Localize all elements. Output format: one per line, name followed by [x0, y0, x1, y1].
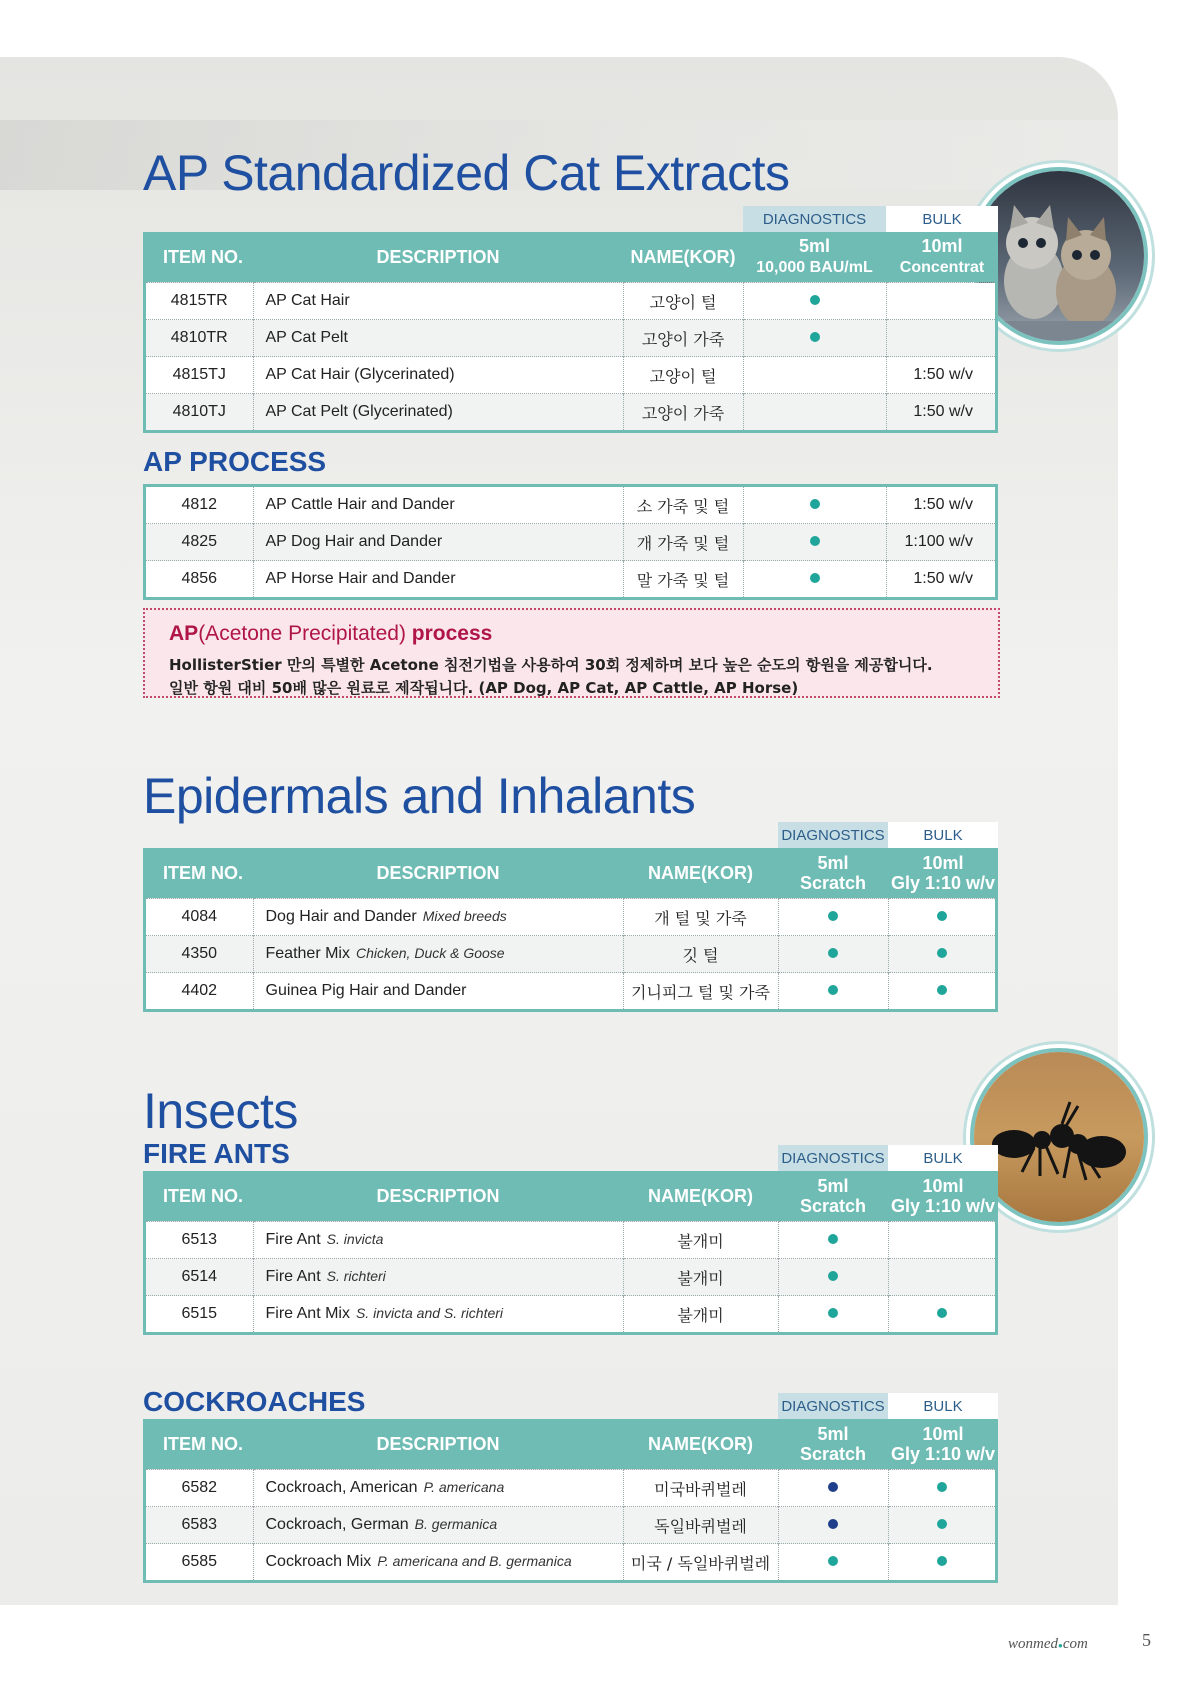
item-no: 4825	[146, 524, 253, 561]
available-dot	[810, 573, 820, 583]
item-no: 4812	[146, 487, 253, 524]
name-kor: 소 가죽 및 털	[623, 487, 743, 524]
info-line-2: 일반 항원 대비 50배 많은 원료로 제작됩니다. (AP Dog, AP Cat, AP Cattle, AP Horse)	[169, 679, 799, 697]
description: AP Horse Hair and Dander	[253, 561, 623, 598]
description: Dog Hair and Dander Mixed breeds	[253, 899, 623, 936]
bulk-cell: 1:100 w/v	[886, 524, 995, 561]
bulk-cell	[888, 936, 995, 973]
epidermals-table	[143, 822, 998, 1012]
ap-process-table	[143, 484, 998, 600]
bulk-cell	[888, 899, 995, 936]
available-dot	[937, 911, 947, 921]
bulk-label: BULK	[888, 1145, 998, 1171]
available-dot	[937, 985, 947, 995]
table-row	[146, 487, 995, 524]
name-kor: 깃 털	[623, 936, 778, 973]
bulk-cell	[888, 1470, 995, 1507]
item-no: 6585	[146, 1544, 253, 1581]
table-row	[146, 524, 995, 561]
col-bulk: 10ml Gly 1:10 w/v	[888, 1419, 998, 1469]
name-kor: 개 털 및 가죽	[623, 899, 778, 936]
available-dot	[828, 948, 838, 958]
page-number: 5	[1142, 1630, 1151, 1650]
description: AP Cat Hair (Glycerinated)	[253, 357, 623, 394]
bulk-cell	[888, 1259, 995, 1296]
name-kor: 불개미	[623, 1259, 778, 1296]
kittens-image	[974, 171, 1144, 341]
diagnostics-cell	[743, 320, 886, 357]
available-dot	[828, 1234, 838, 1244]
bulk-cell	[886, 283, 995, 320]
item-no: 4350	[146, 936, 253, 973]
col-item-no: ITEM NO.	[143, 1419, 253, 1469]
cat-section-title: AP Standardized Cat Extracts	[143, 145, 790, 201]
diagnostics-label: DIAGNOSTICS	[778, 1393, 888, 1419]
col-bulk: 10ml Gly 1:10 w/v	[888, 1171, 998, 1221]
item-no: 4402	[146, 973, 253, 1010]
available-dot	[828, 1482, 838, 1492]
ants-image	[974, 1052, 1144, 1222]
ap-process-title: AP PROCESS	[143, 446, 327, 477]
cockroaches-title: COCKROACHES	[143, 1386, 366, 1417]
name-kor: 고양이 가죽	[623, 320, 743, 357]
description: AP Cat Hair	[253, 283, 623, 320]
description: Fire Ant Mix S. invicta and S. richteri	[253, 1296, 623, 1333]
diagnostics-label: DIAGNOSTICS	[778, 1145, 888, 1171]
bulk-label: BULK	[888, 822, 998, 848]
col-name-kor: NAME(KOR)	[623, 232, 743, 282]
table-row	[146, 357, 995, 394]
bulk-cell	[888, 1296, 995, 1333]
name-kor: 불개미	[623, 1296, 778, 1333]
item-no: 4084	[146, 899, 253, 936]
diagnostics-cell	[743, 394, 886, 431]
diagnostics-cell	[778, 1544, 888, 1581]
table-row	[146, 394, 995, 431]
table-row	[146, 899, 995, 936]
col-bulk: 10ml Gly 1:10 w/v	[888, 848, 998, 898]
diagnostics-cell	[743, 524, 886, 561]
bulk-cell: 1:50 w/v	[886, 487, 995, 524]
diagnostics-cell	[743, 357, 886, 394]
available-dot	[937, 948, 947, 958]
fire-ants-table	[143, 1145, 998, 1335]
diagnostics-cell	[778, 1507, 888, 1544]
bulk-cell	[888, 1544, 995, 1581]
item-no: 4810TR	[146, 320, 253, 357]
bulk-cell	[888, 973, 995, 1010]
col-item-no: ITEM NO.	[143, 232, 253, 282]
col-description: DESCRIPTION	[253, 1171, 623, 1221]
cat-extracts-table	[143, 206, 998, 433]
name-kor: 독일바퀴벌레	[623, 1507, 778, 1544]
table-row	[146, 283, 995, 320]
name-kor: 말 가죽 및 털	[623, 561, 743, 598]
col-name-kor: NAME(KOR)	[623, 1171, 778, 1221]
table-row	[146, 1296, 995, 1333]
ap-process-info-box	[143, 608, 1000, 698]
name-kor: 고양이 털	[623, 357, 743, 394]
description: Feather Mix Chicken, Duck & Goose	[253, 936, 623, 973]
col-item-no: ITEM NO.	[143, 1171, 253, 1221]
info-line-1: HollisterStier 만의 특별한 Acetone 침전기법을 사용하여 30회 정제하며 보다 높은 순도의 항원을 제공합니다.	[169, 656, 933, 674]
description: AP Dog Hair and Dander	[253, 524, 623, 561]
table-row	[146, 936, 995, 973]
diagnostics-label: DIAGNOSTICS	[743, 206, 886, 232]
item-no: 6515	[146, 1296, 253, 1333]
available-dot	[810, 536, 820, 546]
table-row	[146, 1544, 995, 1581]
diagnostics-cell	[743, 283, 886, 320]
name-kor: 고양이 가죽	[623, 394, 743, 431]
available-dot	[828, 1271, 838, 1281]
item-no: 4856	[146, 561, 253, 598]
available-dot	[937, 1482, 947, 1492]
description: AP Cattle Hair and Dander	[253, 487, 623, 524]
diagnostics-cell	[778, 936, 888, 973]
bulk-cell	[888, 1222, 995, 1259]
table-row	[146, 320, 995, 357]
bulk-cell	[886, 320, 995, 357]
available-dot	[828, 911, 838, 921]
bulk-label: BULK	[888, 1393, 998, 1419]
bulk-cell: 1:50 w/v	[886, 357, 995, 394]
available-dot	[937, 1308, 947, 1318]
col-name-kor: NAME(KOR)	[623, 1419, 778, 1469]
cockroaches-table	[143, 1393, 998, 1583]
diagnostics-cell	[778, 1259, 888, 1296]
available-dot	[810, 499, 820, 509]
bulk-cell: 1:50 w/v	[886, 561, 995, 598]
col-item-no: ITEM NO.	[143, 848, 253, 898]
item-no: 6583	[146, 1507, 253, 1544]
available-dot	[828, 1519, 838, 1529]
diagnostics-cell	[743, 561, 886, 598]
available-dot	[810, 295, 820, 305]
info-title: AP(Acetone Precipitated) process	[169, 622, 493, 645]
diagnostics-cell	[778, 1222, 888, 1259]
col-description: DESCRIPTION	[253, 232, 623, 282]
name-kor: 미국 / 독일바퀴벌레	[623, 1544, 778, 1581]
table-row	[146, 1259, 995, 1296]
item-no: 6513	[146, 1222, 253, 1259]
available-dot	[937, 1519, 947, 1529]
website-url[interactable]: wonmed●com	[1008, 1636, 1088, 1652]
bulk-label: BULK	[886, 206, 998, 232]
diagnostics-cell	[778, 1470, 888, 1507]
table-row	[146, 1507, 995, 1544]
name-kor: 고양이 털	[623, 283, 743, 320]
diagnostics-label: DIAGNOSTICS	[778, 822, 888, 848]
diagnostics-cell	[778, 1296, 888, 1333]
name-kor: 미국바퀴벌레	[623, 1470, 778, 1507]
cat-rows	[146, 283, 995, 431]
col-diagnostics: 5ml Scratch	[778, 1419, 888, 1469]
description: Fire Ant S. richteri	[253, 1259, 623, 1296]
bulk-cell: 1:50 w/v	[886, 394, 995, 431]
item-no: 4810TJ	[146, 394, 253, 431]
diagnostics-cell	[778, 899, 888, 936]
table-row	[146, 561, 995, 598]
available-dot	[828, 985, 838, 995]
description: Cockroach Mix P. americana and B. germanica	[253, 1544, 623, 1581]
description: AP Cat Pelt	[253, 320, 623, 357]
item-no: 6514	[146, 1259, 253, 1296]
available-dot	[828, 1556, 838, 1566]
diagnostics-cell	[743, 487, 886, 524]
name-kor: 불개미	[623, 1222, 778, 1259]
col-bulk: 10ml Concentrat	[886, 232, 998, 282]
description: Cockroach, German B. germanica	[253, 1507, 623, 1544]
col-diagnostics: 5ml 10,000 BAU/mL	[743, 232, 886, 282]
item-no: 4815TJ	[146, 357, 253, 394]
table-row	[146, 1470, 995, 1507]
description: AP Cat Pelt (Glycerinated)	[253, 394, 623, 431]
available-dot	[810, 332, 820, 342]
bulk-cell	[888, 1507, 995, 1544]
insects-section-title: Insects	[143, 1083, 298, 1139]
fire-ants-title: FIRE ANTS	[143, 1138, 290, 1169]
epidermals-section-title: Epidermals and Inhalants	[143, 768, 696, 824]
available-dot	[828, 1308, 838, 1318]
name-kor: 개 가죽 및 털	[623, 524, 743, 561]
col-description: DESCRIPTION	[253, 848, 623, 898]
item-no: 6582	[146, 1470, 253, 1507]
col-diagnostics: 5ml Scratch	[778, 848, 888, 898]
col-diagnostics: 5ml Scratch	[778, 1171, 888, 1221]
item-no: 4815TR	[146, 283, 253, 320]
available-dot	[937, 1556, 947, 1566]
description: Guinea Pig Hair and Dander	[253, 973, 623, 1010]
table-row	[146, 1222, 995, 1259]
name-kor: 기니피그 털 및 가죽	[623, 973, 778, 1010]
col-name-kor: NAME(KOR)	[623, 848, 778, 898]
col-description: DESCRIPTION	[253, 1419, 623, 1469]
table-row	[146, 973, 995, 1010]
diagnostics-cell	[778, 973, 888, 1010]
description: Cockroach, American P. americana	[253, 1470, 623, 1507]
description: Fire Ant S. invicta	[253, 1222, 623, 1259]
